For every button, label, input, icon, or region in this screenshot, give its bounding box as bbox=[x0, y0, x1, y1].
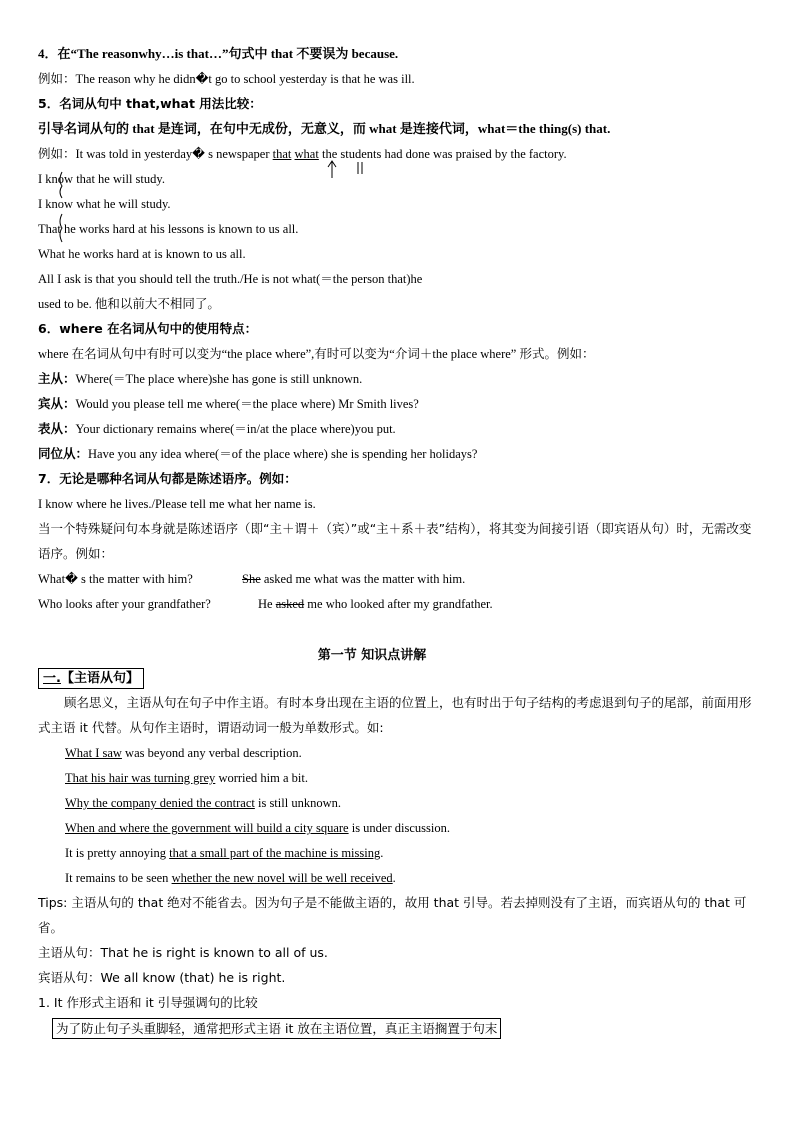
example-pair bbox=[38, 594, 758, 614]
section-5-line: I know that he will study. bbox=[38, 172, 165, 186]
sentence-rest: . bbox=[380, 846, 384, 860]
item-text: Have you any idea where(＝of the place where) she is spending her holidays? bbox=[88, 447, 478, 461]
example-prefix: 例如：It was told in yesterday� s newspaper bbox=[38, 147, 273, 161]
section-4-heading: 4．在“The reasonwhy…is that…”句式中 that 不要误为 because. bbox=[38, 46, 399, 61]
section-6-intro: where 在名词从句中有时可以变为“the place where”,有时可以变为“介词＋the place where” 形式。例如： bbox=[38, 347, 595, 361]
underlined-clause: Why the company denied the contract bbox=[65, 796, 255, 810]
section-7-paragraph: 当一个特殊疑问句本身就是陈述语序（即“主＋谓＋（宾）”或“主＋系＋表”结构），将其变为间接引语（即宾语从句）时，无需改变语序。例如： bbox=[38, 521, 752, 561]
section-7-example: I know where he lives./Please tell me what her name is. bbox=[38, 497, 316, 511]
item-text: Where(＝The place where)she has gone is still unknown. bbox=[75, 372, 363, 386]
example-sentence bbox=[65, 793, 758, 813]
item-label: 同位从： bbox=[38, 446, 89, 461]
answer bbox=[242, 569, 465, 589]
section-5-line: That he works hard at his lessons is known to us all. bbox=[38, 222, 299, 236]
section-7-heading: 7．无论是哪种名词从句都是陈述语序。例如： bbox=[38, 471, 297, 486]
item-label: 主从： bbox=[38, 371, 76, 386]
tips-paragraph: Tips: 主语从句的 that 绝对不能省去。因为句子是不能做主语的，故用 that 引导。若去掉则没有了主语，而宾语从句的 that 可省。 bbox=[38, 895, 747, 935]
sentence-rest: worried him a bit. bbox=[215, 771, 309, 785]
example-sentence bbox=[65, 868, 758, 888]
section-5-line: What he works hard at is known to us all. bbox=[38, 247, 246, 261]
answer-rest: me who looked after my grandfather. bbox=[304, 597, 493, 611]
sentence-rest: was beyond any verbal description. bbox=[121, 746, 302, 760]
item-label: 宾从： bbox=[38, 396, 76, 411]
intro-paragraph: 顾名思义，主语从句在句子中作主语。有时本身出现在主语的位置上，也有时出于句子结构的考虑退到句子的尾部，前面用形式主语 it 代替。从句作主语时，谓语动词一般为单数形式。如: bbox=[38, 695, 752, 735]
section-5-line: All I ask is that you should tell the truth./He is not what(＝the person that)he bbox=[38, 272, 423, 286]
boxed-note: 为了防止句子头重脚轻，通常把形式主语 it 放在主语位置，真正主语搁置于句末 bbox=[52, 1018, 501, 1039]
subject-clause-example: 主语从句：That he is right is known to all of us. bbox=[38, 945, 328, 960]
sentence-rest: . bbox=[392, 871, 396, 885]
question: What� s the matter with him? bbox=[38, 572, 193, 586]
underlined-clause: When and where the government will build a city square bbox=[65, 821, 349, 835]
section-title: 第一节 知识点讲解 bbox=[317, 648, 427, 663]
section-5-line: used to be. 他和以前大不相同了。 bbox=[38, 297, 220, 311]
underlined-clause: That his hair was turning grey bbox=[65, 771, 216, 785]
example-that: that bbox=[272, 147, 292, 161]
section-5-line: I know what he will study. bbox=[38, 197, 171, 211]
sentence-rest: is still unknown. bbox=[254, 796, 341, 810]
section-5-heading: 5．名词从句中 that,what 用法比较： bbox=[38, 96, 262, 111]
section-6-item bbox=[38, 369, 758, 389]
example-sentence bbox=[65, 843, 758, 863]
question: Who looks after your grandfather? bbox=[38, 597, 211, 611]
example-sentence bbox=[65, 743, 758, 763]
sentence-rest: is under discussion. bbox=[348, 821, 450, 835]
underlined-clause: that a small part of the machine is missing bbox=[169, 846, 381, 860]
sentence-start: It is pretty annoying bbox=[65, 846, 170, 860]
answer-rest: asked me what was the matter with him. bbox=[260, 572, 466, 586]
example-sentence bbox=[65, 818, 758, 838]
object-clause-example: 宾语从句：We all know (that) he is right. bbox=[38, 970, 286, 985]
answer-subject: She bbox=[242, 572, 261, 586]
heading-title: 【主语从句】 bbox=[60, 671, 139, 686]
subject-clause-heading bbox=[38, 668, 144, 689]
item-text: Would you please tell me where(＝the place where) Mr Smith lives? bbox=[75, 397, 419, 411]
answer bbox=[258, 594, 493, 614]
section-6-item bbox=[38, 394, 758, 414]
example-sentence bbox=[65, 768, 758, 788]
underlined-clause: What I saw bbox=[65, 746, 122, 760]
section-5-rule: 引导名词从句的 that 是连词，在句中无成份，无意义，而 what 是连接代词，what＝the thing(s) that. bbox=[38, 121, 611, 136]
item-label: 表从： bbox=[38, 421, 76, 436]
answer-verb: asked bbox=[275, 597, 305, 611]
section-6-heading: 6．where 在名词从句中的使用特点： bbox=[38, 321, 258, 336]
subsection-1-heading: 1. It 作形式主语和 it 引导强调句的比较 bbox=[38, 995, 258, 1010]
example-what: what bbox=[294, 147, 319, 161]
example-suffix: the students had done was praised by the factory. bbox=[318, 147, 567, 161]
underlined-clause: whether the new novel will be well received bbox=[171, 871, 393, 885]
example-pair bbox=[38, 569, 758, 589]
sentence-start: It remains to be seen bbox=[65, 871, 172, 885]
section-4-example: 例如：The reason why he didn�t go to school yesterday is that he was ill. bbox=[38, 72, 415, 86]
answer-subject: He bbox=[258, 597, 276, 611]
item-text: Your dictionary remains where(＝in/at the place where)you put. bbox=[75, 422, 396, 436]
section-6-item bbox=[38, 419, 758, 439]
heading-number: 一. bbox=[43, 671, 61, 686]
section-6-item bbox=[38, 444, 758, 464]
